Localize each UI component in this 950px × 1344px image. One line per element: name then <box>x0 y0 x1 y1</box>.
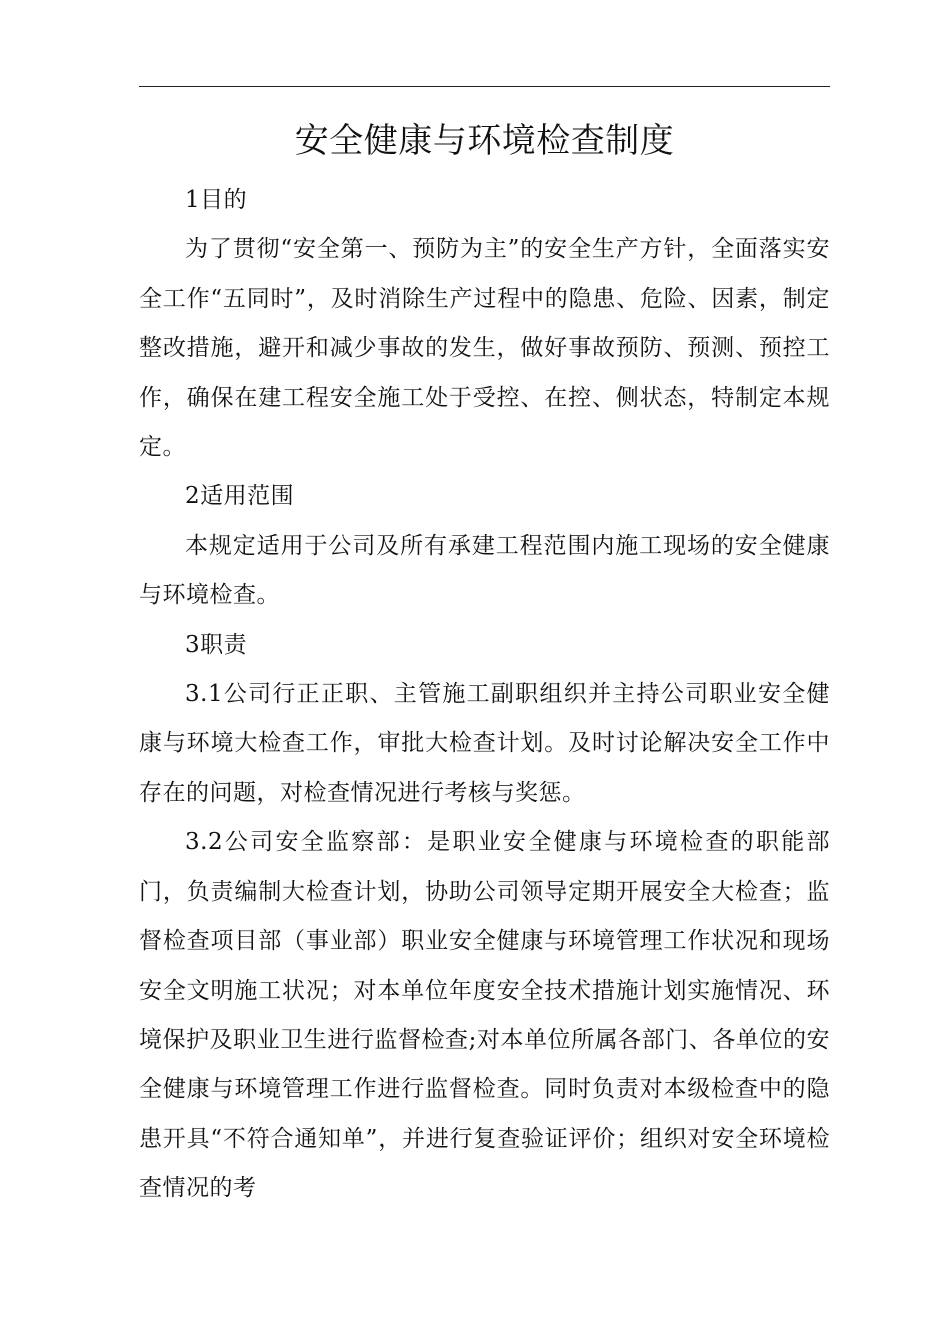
paragraph-scope: 本规定适用于公司及所有承建工程范围内施工现场的安全健康与环境检查。 <box>139 532 830 609</box>
document-title: 安全健康与环境检查制度 <box>294 121 675 161</box>
paragraph-purpose: 为了贯彻“安全第一、预防为主”的安全生产方针，全面落实安全工作“五同时”，及时消除生产过程中的隐患、危险、因素，制定整改措施，避开和减少事故的发生，做好事故预防、预测、预控工作，确保在建工程安全施工处于受控、在控、侧状态，特制定本规定。 <box>139 236 830 461</box>
section-heading-responsibilities: 3职责 <box>185 631 248 658</box>
paragraph-responsibility-3-2: 3.2公司安全监察部：是职业安全健康与环境检查的职能部门，负责编制大检查计划，协助公司领导定期开展安全大检查；监督检查项目部（事业部）职业安全健康与环境管理工作状况和现场安全文明施工状况；对本单位年度安全技术措施计划实施情况、环境保护及职业卫生进行监督检查;对本单位所属各部门、各单位的安全健康与环境管理工作进行监督检查。同时负责对本级检查中的隐患开具“不符合通知单”，并进行复查验证评价；组织对安全环境检查情况的考 <box>139 829 830 1202</box>
section-heading-scope: 2适用范围 <box>185 483 295 510</box>
header-rule <box>139 86 830 87</box>
paragraph-responsibility-3-1: 3.1公司行正正职、主管施工副职组织并主持公司职业安全健康与环境大检查工作，审批大检查计划。及时讨论解决安全工作中存在的问题，对检查情况进行考核与奖惩。 <box>139 681 830 806</box>
document-body <box>139 176 830 1214</box>
section-heading-purpose: 1目的 <box>185 187 248 213</box>
